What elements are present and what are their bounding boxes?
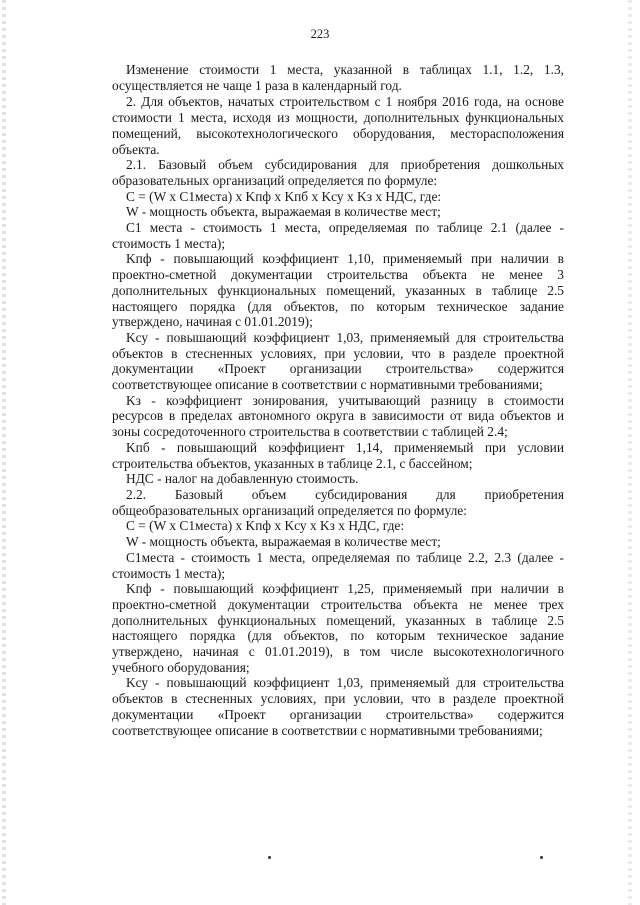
definition-kpb: Kпб - повышающий коэффициент 1,14, применяемый при условии строительства объектов, указанных в таблице 2.1, с бассейном;	[112, 439, 564, 471]
page-number: 223	[310, 27, 330, 41]
formula-general-education: C = (W x C1места) x Kпф x Kсу x Kз x НДС, где:	[126, 518, 405, 534]
formula-preschool: C = (W x C1места) x Kпф x Kпб x Kсу x Kз x НДС, где:	[126, 188, 442, 204]
definition-kz: Kз - коэффициент зонирования, учитывающий разницу в стоимости ресурсов в пределах автономного округа в зависимости от вида объектов и зоны сосредоточенного строительства в соответствии с таблицей 2.4;	[112, 392, 564, 440]
definition-c1-2: C1места - стоимость 1 места, определяемая по таблице 2.2, 2.3 (далее - стоимость 1 места);	[112, 549, 564, 581]
scan-speck	[540, 856, 543, 859]
definition-kpf: Kпф - повышающий коэффициент 1,10, применяемый при наличии в проектно-сметной документации строительства объекта не менее 3 дополнительных функциональных помещений, указанных в таблице 2.5 настоящего порядка (для объектов, по которым техническое задание утверждено, начиная с 01.01.2019);	[112, 251, 564, 330]
paragraph-item-2: 2. Для объектов, начатых строительством с 1 ноября 2016 года, на основе стоимости 1 места, исходя из мощности, дополнительных функциональных помещений, высокотехнологического оборудования, месторасположения объекта.	[112, 94, 564, 157]
scan-speck	[268, 856, 271, 859]
paragraph-item-2-2: 2.2. Базовый объем субсидирования для приобретения общеобразовательных организаций определяется по формуле:	[112, 486, 564, 518]
definition-ksu-2: Kсу - повышающий коэффициент 1,03, применяемый для строительства объектов в стесненных условиях, при условии, что в разделе проектной документации «Проект организации строительства» содержится соответствующее описание в соответствии с нормативными требованиями;	[112, 675, 564, 738]
scan-edge-right	[628, 0, 632, 905]
definition-w-2: W - мощность объекта, выражаемая в количестве мест;	[126, 534, 441, 550]
paragraph-cost-change: Изменение стоимости 1 места, указанной в таблицах 1.1, 1.2, 1.3, осуществляется не чаще 1 раза в календарный год.	[112, 62, 564, 93]
definition-c1: C1 места - стоимость 1 места, определяемая по таблице 2.1 (далее - стоимость 1 места);	[112, 220, 564, 251]
paragraph-item-2-1: 2.1. Базовый объем субсидирования для приобретения дошкольных образовательных организаций определяется по формуле:	[112, 157, 564, 188]
definition-ksu: Kсу - повышающий коэффициент 1,03, применяемый для строительства объектов в стесненных условиях, при условии, что в разделе проектной документации «Проект организации строительства» содержится соответствующее описание в соответствии с нормативными требованиями;	[112, 329, 564, 393]
definition-w: W - мощность объекта, выражаемая в количестве мест;	[126, 204, 441, 220]
definition-kpf-2: Kпф - повышающий коэффициент 1,25, применяемый при наличии в проектно-сметной документации строительства объекта не менее трех дополнительных функциональных помещений, указанных в таблице 2.5 настоящего порядка (для объектов, по которым техническое задание утверждено, начиная с 01.01.2019), в том числе высокотехнологичного учебного оборудования;	[112, 581, 564, 675]
document-body	[112, 62, 564, 738]
scan-edge-left	[2, 0, 6, 905]
definition-nds: НДС - налог на добавленную стоимость.	[126, 471, 359, 487]
